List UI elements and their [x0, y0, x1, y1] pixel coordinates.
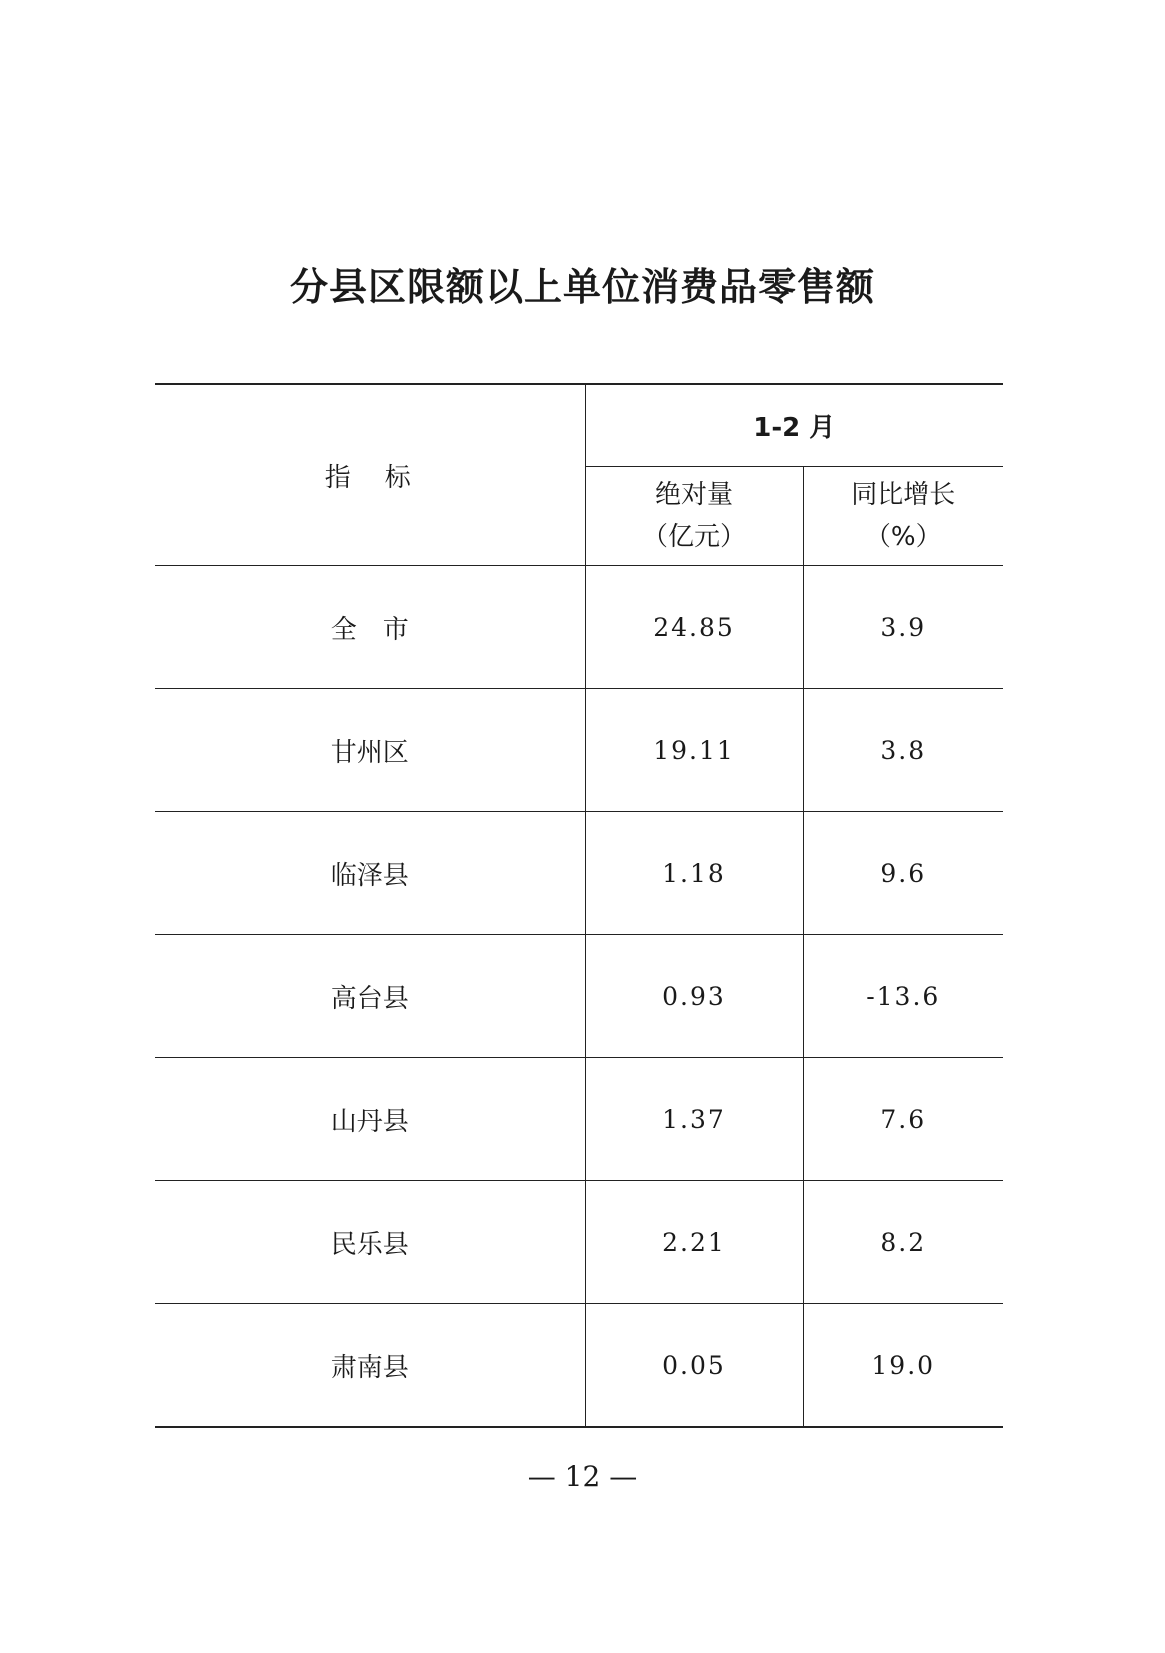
growth-cell: 8.2 — [803, 1181, 1003, 1304]
page-number: — 12 — — [527, 1460, 638, 1493]
table-row — [155, 1181, 1003, 1304]
growth-cell: 9.6 — [803, 812, 1003, 935]
growth-cell: 19.0 — [803, 1304, 1003, 1428]
region-cell: 山丹县 — [155, 1058, 585, 1181]
absolute-cell: 19.11 — [585, 689, 803, 812]
growth-cell: 3.9 — [803, 566, 1003, 689]
growth-header-label: 同比增长 — [851, 480, 956, 510]
table-row — [155, 1304, 1003, 1428]
absolute-header-unit: （亿元） — [641, 522, 746, 552]
table-row — [155, 812, 1003, 935]
region-cell: 高台县 — [155, 935, 585, 1058]
absolute-cell: 0.05 — [585, 1304, 803, 1428]
retail-sales-table — [155, 383, 1003, 1428]
absolute-cell: 1.37 — [585, 1058, 803, 1181]
growth-cell: 7.6 — [803, 1058, 1003, 1181]
region-cell: 临泽县 — [155, 812, 585, 935]
absolute-header-label: 绝对量 — [654, 480, 733, 510]
growth-header-unit: （%） — [864, 522, 942, 552]
indicator-header: 指 标 — [155, 384, 585, 566]
region-cell: 甘州区 — [155, 689, 585, 812]
absolute-cell: 1.18 — [585, 812, 803, 935]
absolute-cell: 24.85 — [585, 566, 803, 689]
table-row — [155, 689, 1003, 812]
region-cell: 全 市 — [155, 566, 585, 689]
growth-column-header — [803, 467, 1003, 566]
region-cell: 肃南县 — [155, 1304, 585, 1428]
table-row — [155, 1058, 1003, 1181]
growth-cell: -13.6 — [803, 935, 1003, 1058]
growth-cell: 3.8 — [803, 689, 1003, 812]
table-row — [155, 566, 1003, 689]
table-header-row — [155, 384, 1003, 467]
table-row — [155, 935, 1003, 1058]
absolute-cell: 2.21 — [585, 1181, 803, 1304]
period-header: 1-2 月 — [585, 384, 1003, 467]
absolute-cell: 0.93 — [585, 935, 803, 1058]
page-title: 分县区限额以上单位消费品零售额 — [289, 265, 875, 309]
absolute-column-header — [585, 467, 803, 566]
region-cell: 民乐县 — [155, 1181, 585, 1304]
